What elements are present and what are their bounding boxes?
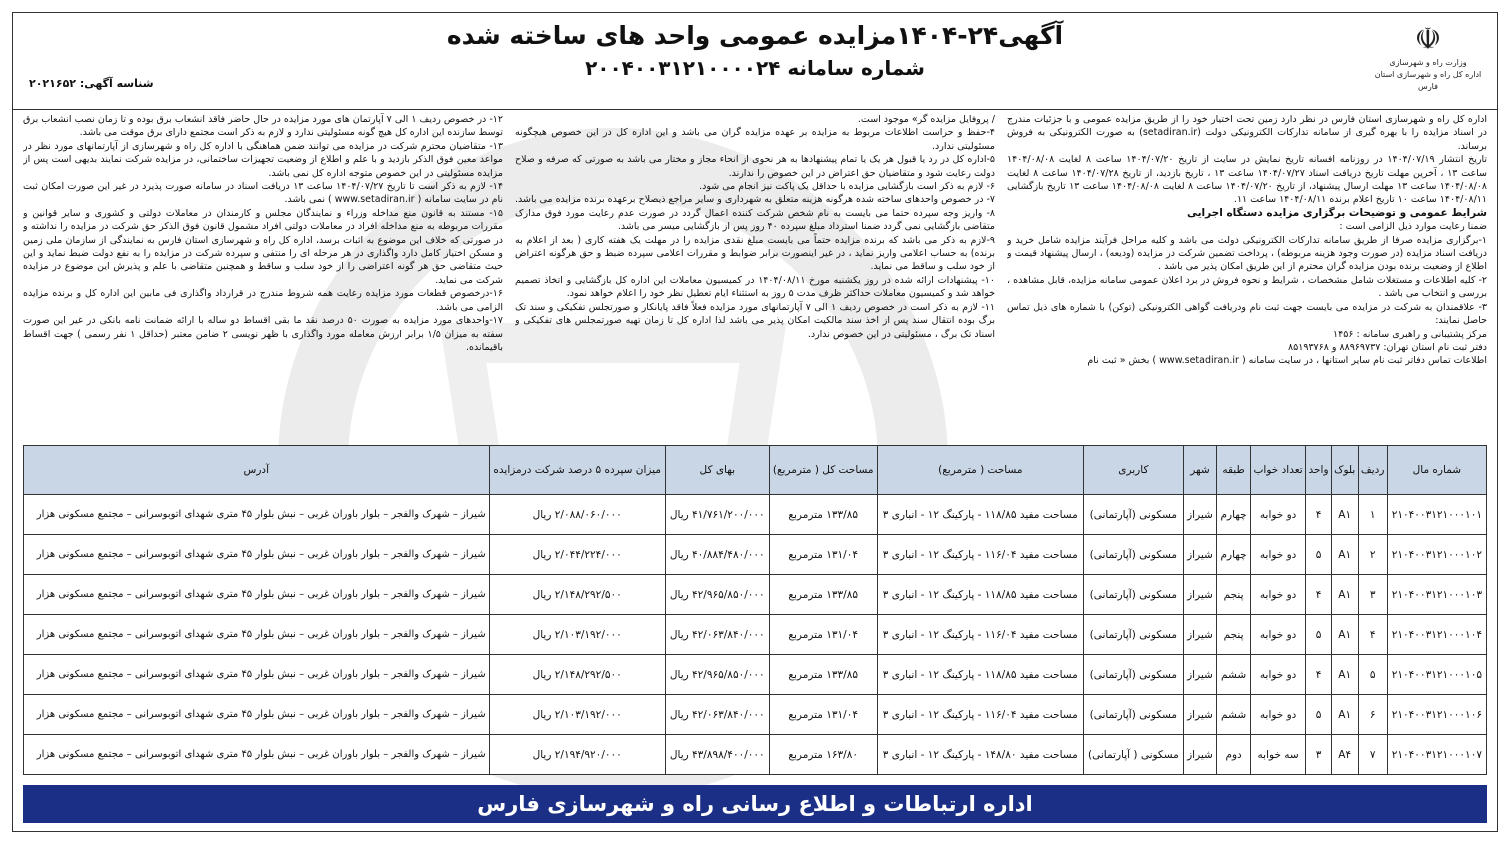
column-header: مساحت ( مترمربع) [877,446,1083,495]
table-cell: شیراز [1183,615,1216,655]
table-row [24,535,1487,575]
table-cell: ۴۳/۸۹۸/۴۰۰/۰۰۰ ریال [665,735,769,775]
table-cell: مسکونی (آپارتمانی) [1083,695,1183,735]
table-cell: دو خوابه [1250,615,1305,655]
paragraph: ۷- در خصوص واحدهای ساخته شده هرگونه هزینه متعلق به شهرداری و سایر مراجع ذیصلاح برعهده برنده مزایده می باشد. [515,194,995,206]
table-cell: شیراز – شهرک والفجر – بلوار باوران غربی – نبش بلوار ۴۵ متری شهدای اتوبوسرانی – مجتمع مسکونی هزار [24,615,490,655]
paragraph: ۱۱- لازم به ذکر است در خصوص ردیف ۱ الی ۷ آپارتمانهای مورد مزایده فعلاً فاقد پایانکار و صورتجلس تفکیکی و سند تک برگ بوده انتقال سند پس از اخذ سند مالکیت امکان پذیر می باشد لذا اداره کل تا زمان تهیه صورتمجلس های تفکیکی و اسناد تک برگ ، مسئولیتی در این خصوص ندارد. [515,301,995,340]
notice-id: شناسه آگهی: ۲۰۲۱۶۵۲ [29,77,154,90]
table-cell: A۱ [1331,535,1358,575]
table-cell: ۴ [1306,655,1332,695]
column-right [1007,113,1487,439]
paragraph: / پروفایل مزایده گر» موجود است. [857,114,995,125]
table-cell: ۴ [1358,615,1387,655]
table-body [24,495,1487,775]
column-header: میزان سپرده ۵ درصد شرکت درمزایده [489,446,665,495]
table-cell: مساحت مفید ۱۱۸/۸۵ - پارکینگ ۱۲ - انباری ۳ [877,575,1083,615]
table-cell: شیراز [1183,575,1216,615]
table-row [24,575,1487,615]
table-cell: ۲۱۰۴۰۰۳۱۲۱۰۰۰۱۰۴ [1387,615,1486,655]
logo-org-line2: اداره کل راه و شهرسازی استان فارس [1374,70,1482,91]
table-cell: A۱ [1331,495,1358,535]
table-cell: شیراز – شهرک والفجر – بلوار باوران غربی – نبش بلوار ۴۵ متری شهدای اتوبوسرانی – مجتمع مسکونی هزار [24,495,490,535]
table-cell: مسکونی (آپارتمانی) [1083,655,1183,695]
table-cell: ۲/۰۸۸/۰۶۰/۰۰۰ ریال [489,495,665,535]
table-cell: دو خوابه [1250,575,1305,615]
table-row [24,695,1487,735]
paragraph: اداره کل راه و شهرسازی استان فارس در نظر دارد زمین تحت اختیار خود را از طریق مزایده عمومی و با جزئیات مندرج در اسناد مزایده را با بهره گیری از سامانه تدارکات الکترونیکی دولت (setadiran.ir) به صورت الکترونیکی به فروش برساند. [1007,114,1487,152]
table-cell: ۴۱/۷۶۱/۲۰۰/۰۰۰ ریال [665,495,769,535]
table-cell: شیراز [1183,655,1216,695]
table-cell: مساحت مفید ۱۱۸/۸۵ - پارکینگ ۱۲ - انباری ۳ [877,495,1083,535]
table-cell: ۲۱۰۴۰۰۳۱۲۱۰۰۰۱۰۶ [1387,695,1486,735]
table-cell: دو خوابه [1250,535,1305,575]
table-cell: ششم [1217,695,1251,735]
paragraph: ۱۵- مستند به قانون منع مداخله وزراء و نمایندگان مجلس و کارمندان در معاملات دولتی و کشوری و سایر قوانین و مقررات مربوطه به منع مداخله افراد در معاملات دولتی افراد مشمول قانون فوق الذکر حق شرکت در مزایده را نداشته و در صورتی که خلاف این موضوع به اثبات برسد، اداره کل راه و شهرسازی استان فارس به نمایندگی از سازمان ملی زمین و مسکن اختیار کامل دارد واگذاری در هر مرحله ای را منتفی و سپرده شرکت در مزایده را به نفع دولت ضبط نماید و این حیث متقاضی حق هر گونه اعتراضی را از خود سلب و ساقط و همچنین متقاضی با علم و پذیرش این موضوع در مزایده شرکت می نماید. [23,207,503,286]
table-cell: ۲ [1358,535,1387,575]
column-header: مساحت کل ( مترمربع) [769,446,877,495]
table-cell: ۳ [1306,735,1332,775]
table-cell: ۱۳۳/۸۵ مترمربع [769,655,877,695]
table-cell: ۴۲/۰۶۳/۸۴۰/۰۰۰ ریال [665,695,769,735]
table-cell: ۲۱۰۴۰۰۳۱۲۱۰۰۰۱۰۵ [1387,655,1486,695]
column-header: طبقه [1217,446,1251,495]
column-header: واحد [1306,446,1332,495]
table-cell: دو خوابه [1250,495,1305,535]
table-cell: ۴۲/۰۶۳/۸۴۰/۰۰۰ ریال [665,615,769,655]
paragraph: دفتر ثبت نام استان تهران: ۸۸۹۶۹۷۳۷ و ۸۵۱۹۳۷۶۸ [1288,341,1487,353]
paragraph: ۹-لازم به ذکر می باشد که برنده مزایده حتماً می بایست مبلغ نقدی مزایده را در مهلت یک هفته کاری ( بعد از اعلام به برنده) به حساب اعلامی واریز نماید ، در غیر اینصورت برابر ضوابط و مقررات اعلامی سپرده ضبط و حق هرگونه اعتراض از خود سلب و ساقط می نماید. [515,234,995,273]
table-header-row [24,446,1487,495]
paragraph: ضمنا رعایت موارد ذیل الزامی است : [1339,221,1487,233]
table-cell: ۲۱۰۴۰۰۳۱۲۱۰۰۰۱۰۲ [1387,535,1486,575]
table-cell: ۲/۱۰۳/۱۹۲/۰۰۰ ریال [489,695,665,735]
footer-banner: اداره ارتباطات و اطلاع رسانی راه و شهرسازی فارس [23,785,1487,823]
table-cell: ۵ [1306,615,1332,655]
paragraph: شرایط عمومی و توضیحات برگزاری مزایده دستگاه اجرایی [1186,206,1487,219]
paragraph: ۴-حفظ و حراست اطلاعات مربوط به مزایده بر عهده مزایده گران می باشد و این اداره کل در این خصوص هیچگونه مسئولیتی ندارد. [515,127,995,152]
table-cell: چهارم [1217,535,1251,575]
table-cell: پنجم [1217,575,1251,615]
table-cell: A۱ [1331,655,1358,695]
table-cell: ۱۳۱/۰۴ مترمربع [769,615,877,655]
column-header: شهر [1183,446,1216,495]
column-header: بهای کل [665,446,769,495]
table-cell: ۲۱۰۴۰۰۳۱۲۱۰۰۰۱۰۳ [1387,575,1486,615]
table-cell: شیراز [1183,535,1216,575]
paragraph: ۱-برگزاری مزایده صرفا از طریق سامانه تدارکات الکترونیکی دولت می باشد و کلیه مراحل فرآیند مزایده شامل خرید و دریافت اسناد مزایده (در صورت وجود هزینه مربوطه) ، پرداخت تضمین شرکت در مزایده (ودیعه) ، ارسال پیشنهاد قیمت و اطلاع از وضعیت برنده بودن مزایده گران محترم از این طریق امکان پذیر می باشد . [1007,234,1487,273]
table-cell: شیراز – شهرک والفجر – بلوار باوران غربی – نبش بلوار ۴۵ متری شهدای اتوبوسرانی – مجتمع مسکونی هزار [24,695,490,735]
table-cell: A۴ [1331,735,1358,775]
table-cell: ۵ [1306,535,1332,575]
table-cell: ۵ [1306,695,1332,735]
paragraph: مرکز پشتیبانی و راهبری سامانه : ۱۴۵۶ [1333,328,1487,340]
system-number: شماره سامانه ۲۰۰۴۰۰۳۱۲۱۰۰۰۰۲۴ [585,56,925,80]
table-cell: دوم [1217,735,1251,775]
table-cell: شیراز – شهرک والفجر – بلوار باوران غربی – نبش بلوار ۴۵ متری شهدای اتوبوسرانی – مجتمع مسکونی هزار [24,655,490,695]
table-row [24,655,1487,695]
paragraph: ۵-اداره کل در رد یا قبول هر یک یا تمام پیشنهادها به هر نحوی از انحاء مجاز و مختار می باشد به صورتی که صرفه و صلاح دولت رعایت شود و متقاضیان حق اعتراض در این خصوص را ندارند. [515,154,995,179]
table-cell: مساحت مفید ۱۱۸/۸۵ - پارکینگ ۱۲ - انباری ۳ [877,655,1083,695]
table-cell: ۲/۱۹۴/۹۲۰/۰۰۰ ریال [489,735,665,775]
table-cell: مسکونی (آپارتمانی) [1083,615,1183,655]
table-cell: ۷ [1358,735,1387,775]
column-header: تعداد خواب [1250,446,1305,495]
table-cell: شیراز – شهرک والفجر – بلوار باوران غربی – نبش بلوار ۴۵ متری شهدای اتوبوسرانی – مجتمع مسکونی هزار [24,735,490,775]
column-left [23,113,503,439]
column-header: کاربری [1083,446,1183,495]
table-cell: مسکونی ( آپارتمانی) [1083,735,1183,775]
paragraph: ۶- لازم به ذکر است بازگشایی مزایده با حداقل یک پاکت نیز انجام می شود. [699,181,995,193]
table-cell: ۱۳۳/۸۵ مترمربع [769,495,877,535]
paragraph: ۱۰- پیشنهادات ارائه شده در روز یکشنبه مورخ ۱۴۰۴/۰۸/۱۱ در کمیسیون معاملات این اداره کل بازگشایی و اتخاذ تصمیم خواهد شد و کمیسیون معاملات حداکثر ظرف مدت ۵ روز به استثناء ایام تعطیل نظر خود را اعلام خواهد نمود. [515,274,995,300]
iran-emblem-icon: ☫ [1414,22,1442,57]
table-cell: ۴ [1306,575,1332,615]
table-cell: پنجم [1217,615,1251,655]
table-cell: ۱ [1358,495,1387,535]
notice-page [12,12,1498,832]
table-cell: ۴۰/۸۸۴/۴۸۰/۰۰۰ ریال [665,535,769,575]
paragraph: ۳- علاقمندان به شرکت در مزایده می بایست جهت ثبت نام ودریافت گواهی الکترونیکی (توکن) با شماره های ذیل تماس حاصل نمایند: [1007,301,1487,327]
logo-org-line1: وزارت راه و شهرسازی [1389,58,1467,67]
column-header: شماره مال [1387,446,1486,495]
table-cell: ۱۳۳/۸۵ مترمربع [769,575,877,615]
table-cell: شیراز – شهرک والفجر – بلوار باوران غربی – نبش بلوار ۴۵ متری شهدای اتوبوسرانی – مجتمع مسکونی هزار [24,575,490,615]
table-cell: ۱۳۱/۰۴ مترمربع [769,535,877,575]
paragraph: تاریخ انتشار ۱۴۰۴/۰۷/۱۹ در روزنامه افسانه تاریخ نمایش در سایت از تاریخ ۱۴۰۴/۰۷/۲۰ ساعت ۸ لغایت ۱۴۰۴/۰۸/۰۸ ساعت ۱۳ ، آخرین مهلت تاریخ دریافت اسناد ۱۴۰۴/۰۷/۲۷ ساعت ۱۳ ، تاریخ بازدید، از تاریخ ۱۴۰۴/۰۷/۲۸ ساعت ۸ لغایت ۱۴۰۴/۰۸/۰۸ ساعت ۱۳ مهلت ارسال پیشنهاد، از تاریخ ۱۴۰۴/۰۷/۲۰ ساعت ۸ لغایت ۱۴۰۴/۰۸/۰۸ ساعت ۱۳ تاریخ بازگشایی ۱۴۰۴/۰۸/۱۱ ساعت ۱۰ تاریخ اعلام برنده ۱۴۰۴/۰۸/۱۱ ساعت ۱۱. [1007,154,1487,206]
table-cell: ۶ [1358,695,1387,735]
table-cell: ۲/۱۴۸/۲۹۲/۵۰۰ ریال [489,575,665,615]
table-row [24,495,1487,535]
table-cell: ۴ [1306,495,1332,535]
table-cell: ۲/۰۴۴/۲۲۴/۰۰۰ ریال [489,535,665,575]
table-cell: مسکونی (آپارتمانی) [1083,495,1183,535]
table-row [24,735,1487,775]
table-cell: ششم [1217,655,1251,695]
table-cell: ۲۱۰۴۰۰۳۱۲۱۰۰۰۱۰۷ [1387,735,1486,775]
table-cell: ۴۲/۹۶۵/۸۵۰/۰۰۰ ریال [665,655,769,695]
table-cell: سه خوابه [1250,735,1305,775]
notice-title: آگهی۲۴-۱۴۰۴مزایده عمومی واحد های ساخته شده [446,21,1064,50]
title-block [13,19,1497,83]
column-header: ردیف [1358,446,1387,495]
table-cell: شیراز [1183,495,1216,535]
table-cell: مسکونی (آپارتمانی) [1083,535,1183,575]
units-table [23,445,1487,775]
table-cell: A۱ [1331,695,1358,735]
table-cell: ۲۱۰۴۰۰۳۱۲۱۰۰۰۱۰۱ [1387,495,1486,535]
table-cell: شیراز [1183,735,1216,775]
table-cell: مساحت مفید ۱۱۶/۰۴ - پارکینگ ۱۲ - انباری ۳ [877,615,1083,655]
table-cell: ۱۶۳/۸۰ مترمربع [769,735,877,775]
column-middle [515,113,995,439]
table-cell: مساحت مفید ۱۱۶/۰۴ - پارکینگ ۱۲ - انباری ۳ [877,535,1083,575]
column-header: بلوک [1331,446,1358,495]
table-cell: ۲/۱۰۳/۱۹۲/۰۰۰ ریال [489,615,665,655]
table-cell: مسکونی (آپارتمانی) [1083,575,1183,615]
table-cell: ۵ [1358,655,1387,695]
paragraph: ۱۲- در خصوص ردیف ۱ الی ۷ آپارتمان های مورد مزایده در حال حاضر فاقد انشعاب برق بوده و تا زمان نصب انشعاب برق توسط سازنده این اداره کل هیچ گونه مسئولیتی ندارد و لازم به ذکر است مجتمع دارای برق موقت می باشد. [23,114,503,139]
units-table-wrapper [23,445,1487,775]
column-header: آدرس [24,446,490,495]
paragraph: ۱۴- لازم به ذکر است تا تاریخ ۱۴۰۴/۰۷/۲۷ ساعت ۱۳ دریافت اسناد در سامانه صورت پذیرد در غیر این صورت امکان ثبت نام در سایت سامانه ( www.setadiran.ir ) نمی باشد. [23,181,503,206]
table-cell: A۱ [1331,615,1358,655]
table-cell: مساحت مفید ۱۱۶/۰۴ - پارکینگ ۱۲ - انباری ۳ [877,695,1083,735]
table-cell: ۳ [1358,575,1387,615]
table-cell: چهارم [1217,495,1251,535]
table-cell: ۱۳۱/۰۴ مترمربع [769,695,877,735]
table-cell: شیراز – شهرک والفجر – بلوار باوران غربی – نبش بلوار ۴۵ متری شهدای اتوبوسرانی – مجتمع مسکونی هزار [24,535,490,575]
paragraph: اطلاعات تماس دفاتر ثبت نام سایر استانها ، در سایت سامانه ( www.setadiran.ir ) بخش « ثبت نام [1087,355,1487,367]
notice-header [13,13,1497,110]
body-columns [23,113,1487,439]
table-cell: دو خوابه [1250,695,1305,735]
table-cell: A۱ [1331,575,1358,615]
paragraph: ۸- واریز وجه سپرده حتما می بایست به نام شخص شرکت کننده اعمال گردد در صورت عدم رعایت مورد فوق مدارک متقاضی بازگشایی نمی گردد ضمنا استرداد مبلغ سپرده ۴۰ روز پس از بازگشایی میسر می باشد. [515,207,995,233]
table-cell: ۴۲/۹۶۵/۸۵۰/۰۰۰ ریال [665,575,769,615]
paragraph: ۲- کلیه اطلاعات و مستغلات شامل مشخصات ، شرایط و نحوه فروش در برد اعلان عمومی سامانه مزایده، قابل مشاهده ، بررسی و انتخاب می باشد . [1007,274,1487,300]
table-cell: دو خوابه [1250,655,1305,695]
paragraph: ۱۷-واحدهای مورد مزایده به صورت ۵۰ درصد نقد ما بقی اقساط دو ساله با ارائه ضمانت نامه بانکی در غیر این صورت سفته به میزان ۱/۵ برابر ارزش معامله مورد واگذاری با ظهر نویسی ۲ ضامن معتبر (حداقل ۱ نفر رسمی ) جهت اقساط باقیمانده. [23,315,503,353]
table-cell: ۲/۱۴۸/۲۹۲/۵۰۰ ریال [489,655,665,695]
paragraph: ۱۶-درخصوص قطعات مورد مزایده رعایت همه شروط مندرج در قرارداد واگذاری فی مابین این اداره کل و برنده مزایده الزامی می باشد. [23,288,503,313]
table-row [24,615,1487,655]
paragraph: ۱۳- متقاضیان محترم شرکت در مزایده می توانند ضمن هماهنگی با اداره کل راه و شهرسازی از آپارتمانهای مورد نظر در مواعد معین فوق الذکر بازدید و با علم و اطلاع از وضعیت تجهیزات ساختمانی، در مزایده شرکت نمایند بدیهی است پس از مزایده مسئولیتی در این خصوص متوجه اداره کل نمی باشد. [23,140,503,179]
table-cell: شیراز [1183,695,1216,735]
table-cell: مساحت مفید ۱۴۸/۸۰ - پارکینگ ۱۲ - انباری ۳ [877,735,1083,775]
